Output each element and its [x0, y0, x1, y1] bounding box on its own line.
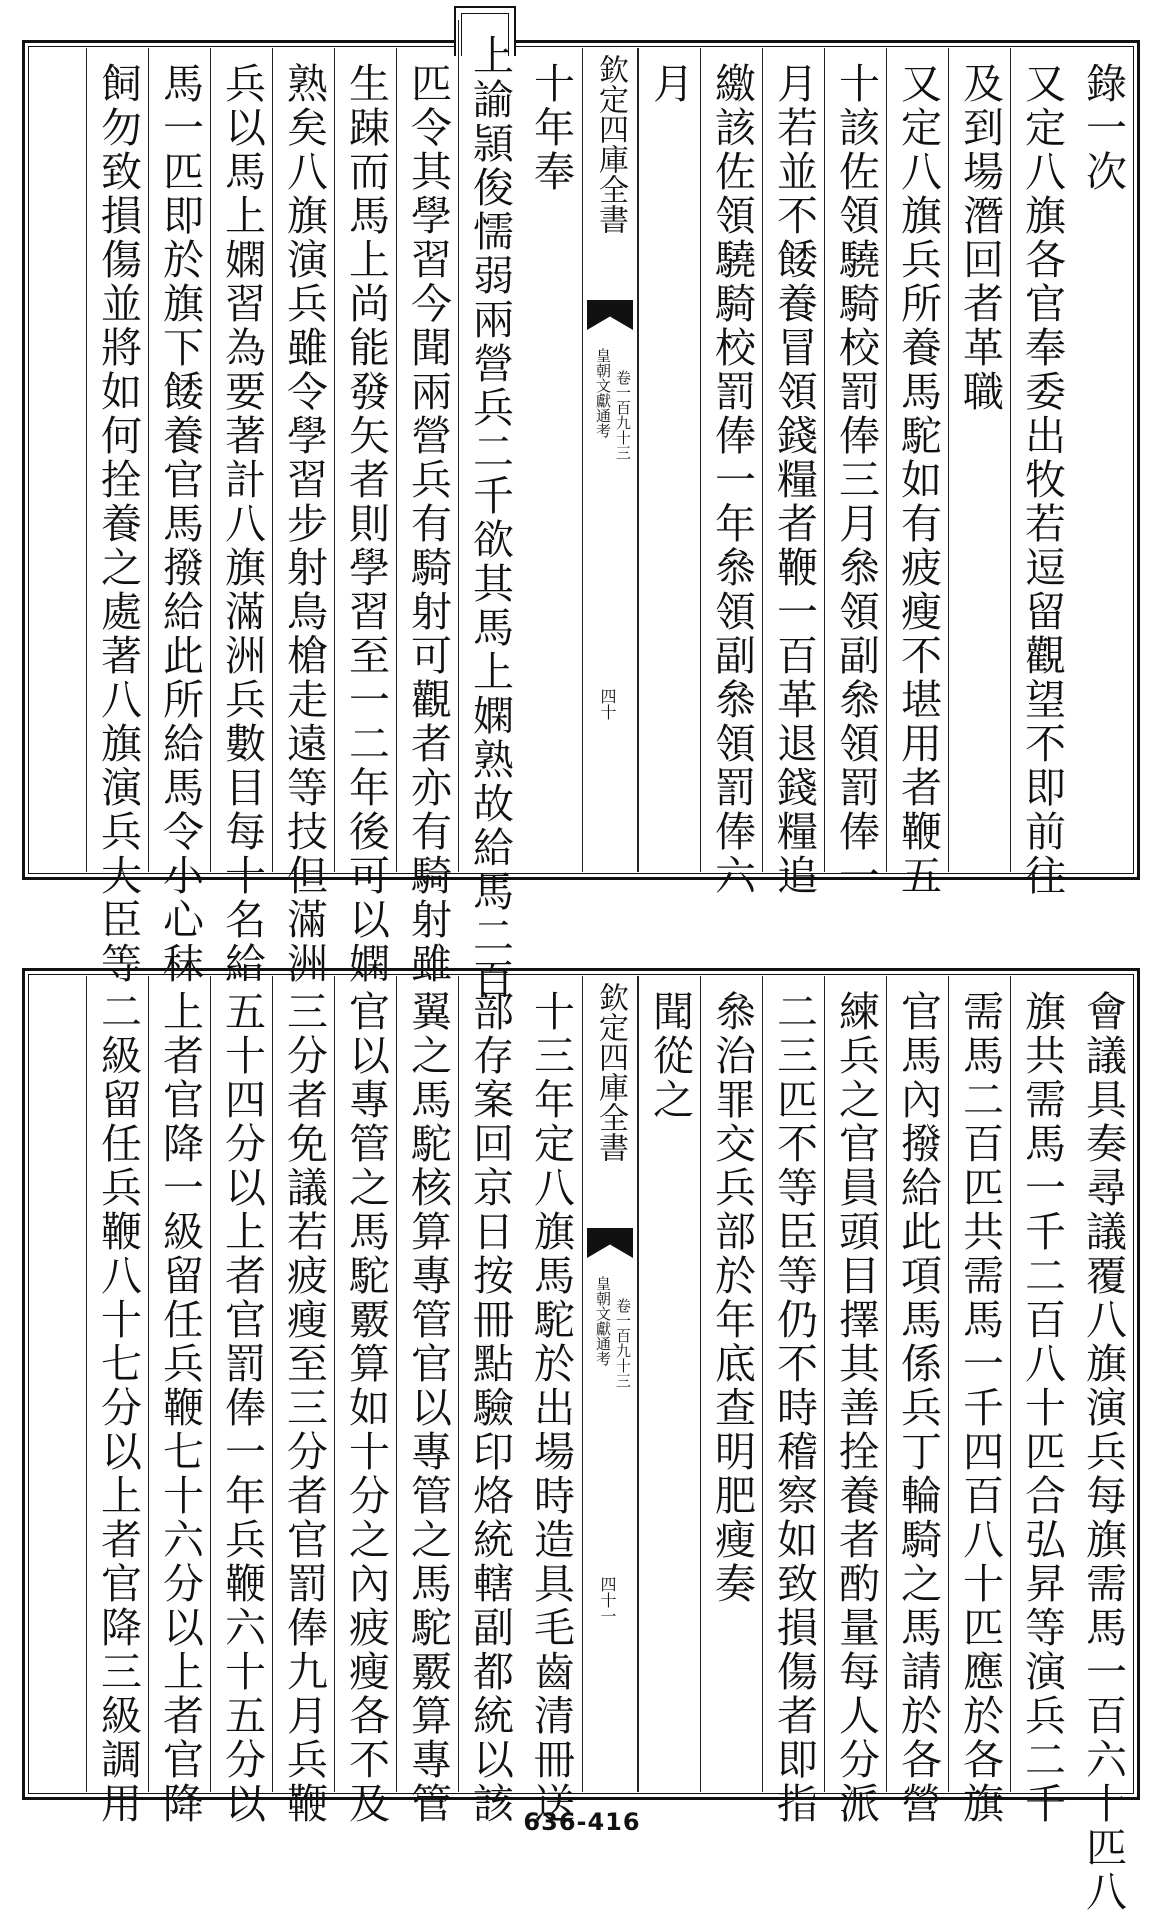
text-column: 又定八旗兵所養馬駝如有疲瘦不堪用者鞭五	[886, 48, 949, 872]
fishtail-mark	[587, 1228, 633, 1258]
text-column: 練兵之官員頭目擇其善拴養者酌量每人分派	[824, 976, 887, 1792]
fold-juan: 卷一百九十三	[614, 370, 632, 460]
text-column: 二級留任兵鞭八十七分以上者官降三級調用	[86, 976, 149, 1792]
text-column: 十該佐領驍騎校罰俸三月叅領副叅領罰俸一	[824, 48, 887, 872]
text-column: 錄一次	[1079, 62, 1127, 194]
text-column: 官馬內撥給此項馬係兵丁輪騎之馬請於各營	[886, 976, 949, 1792]
text-column-raised: 上諭頴俊懦弱兩營兵二千欲其馬上嫻熟故給馬二百	[458, 20, 521, 872]
upper-page	[22, 34, 1140, 1002]
text-column: 官以專管之馬駝覈算如十分之內疲瘦各不及	[334, 976, 397, 1792]
fold-title: 欽定四庫全書	[593, 982, 628, 1162]
text-column: 叅治罪交兵部於年底查明肥瘦奏	[700, 976, 763, 1792]
fold-source: 皇朝文獻通考	[594, 1276, 612, 1366]
text-column: 部存案回京日按冊點驗印烙統轄副都統以該	[458, 976, 521, 1792]
text-column: 又定八旗各官奉委出牧若逗留觀望不即前往	[1010, 48, 1073, 872]
text-column: 翼之馬駝核算專管官以專管之馬駝覈算專管	[396, 976, 459, 1792]
text-column: 上者官降一級留任兵鞭七十六分以上者官降	[148, 976, 211, 1792]
fold-source: 皇朝文獻通考	[594, 348, 612, 438]
fishtail-mark	[587, 300, 633, 330]
text-column: 十三年定八旗馬駝於出場時造具毛齒清冊送	[527, 990, 575, 1826]
text-column: 需馬二百匹共需馬一千四百八十匹應於各旗	[948, 976, 1011, 1792]
text-column: 二三匹不等臣等仍不時稽察如致損傷者即指	[762, 976, 825, 1792]
text-column: 馬一匹即於旗下餧養官馬撥給此所給馬令小心秣	[148, 48, 211, 872]
page-reference-number: 636-416	[523, 1808, 641, 1836]
text-column: 兵以馬上嫻習為要著計八旗滿洲兵數目每十名給	[210, 48, 273, 872]
text-column: 繳該佐領驍騎校罰俸一年叅領副叅領罰俸六	[700, 48, 763, 872]
text-column: 及到場潛回者革職	[948, 48, 1011, 872]
text-column: 月若並不餧養冒領錢糧者鞭一百革退錢糧追	[762, 48, 825, 872]
text-column: 五十四分以上者官罰俸一年兵鞭六十五分以	[210, 976, 273, 1792]
text-column: 生踈而馬上尚能發矢者則學習至一二年後可以嫻	[334, 48, 397, 872]
fold-page-number: 四十一	[598, 1576, 617, 1624]
fold-juan: 卷一百九十三	[614, 1298, 632, 1388]
text-column: 飼勿致損傷並將如何拴養之處著八旗演兵大臣等	[86, 48, 149, 872]
fold-title: 欽定四庫全書	[593, 54, 628, 234]
center-fold	[582, 48, 638, 872]
text-column: 聞從之	[638, 976, 701, 1792]
text-column: 旗共需馬一千二百八十匹合弘昇等演兵二千	[1010, 976, 1073, 1792]
text-column: 十年奉	[527, 62, 575, 194]
text-column: 熟矣八旗演兵雖令學習步射鳥槍走遠等技但滿洲	[272, 48, 335, 872]
center-fold	[582, 976, 638, 1792]
text-column: 三分者免議若疲瘦至三分者官罰俸九月兵鞭	[272, 976, 335, 1792]
fold-page-number: 四十	[598, 688, 617, 720]
text-column: 月	[638, 48, 701, 872]
text-column: 會議具奏尋議覆八旗演兵每旗需馬一百六十匹八	[1079, 990, 1127, 1914]
text-column: 匹令其學習今聞兩營兵有騎射可觀者亦有騎射雖	[396, 48, 459, 872]
